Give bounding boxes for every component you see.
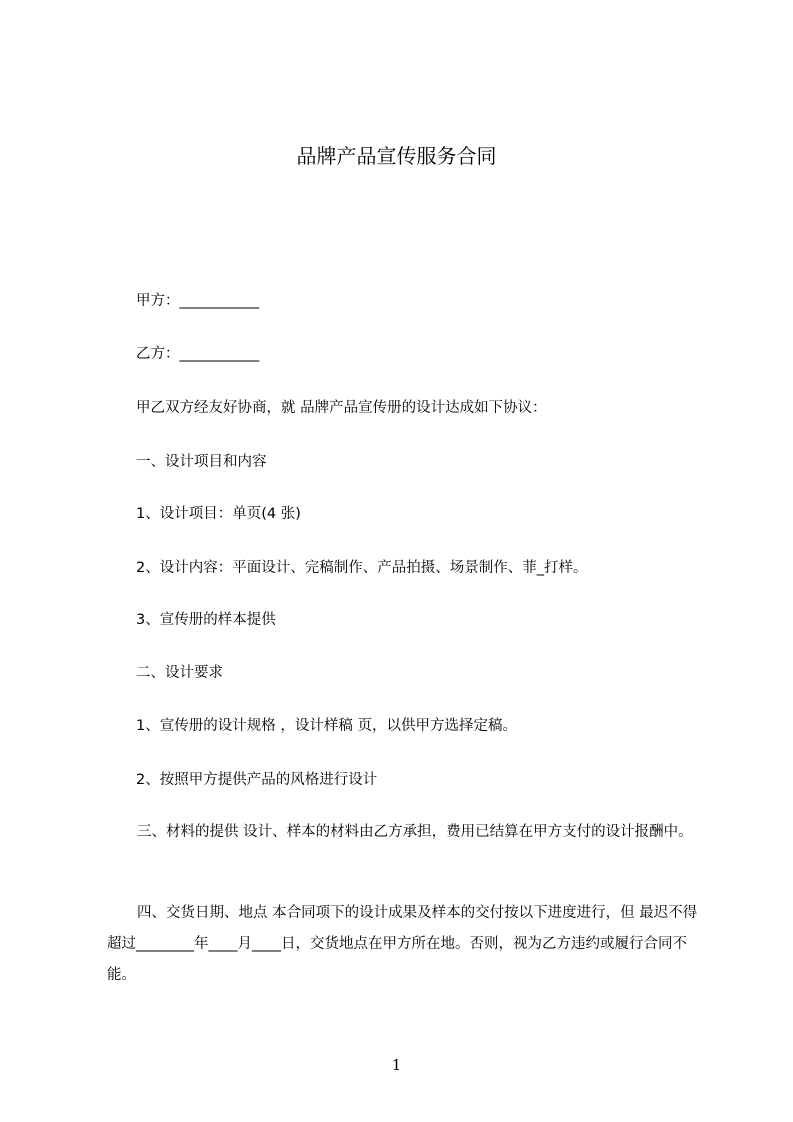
section-3-text: 三、材料的提供 设计、样本的材料由乙方承担，费用已结算在甲方支付的设计报酬中。 xyxy=(137,824,693,840)
item-2-2: 2、按照甲方提供产品的风格进行设计 xyxy=(136,772,378,788)
item-1-3: 3、宣传册的样本提供 xyxy=(136,612,276,628)
section-2-heading: 二、设计要求 xyxy=(136,665,223,681)
party-b-line: 乙方：___________ xyxy=(136,346,260,362)
item-1-1: 1、设计项目：单页(4 张) xyxy=(136,506,301,522)
section-4-text: 四、交货日期、地点 本合同项下的设计成果及样本的交付按以下进度进行，但 最迟不得超过________年____月____日，交货地点在甲方所在地。否则，视为乙方违约或履行合同不能。 xyxy=(107,905,698,983)
section-3-paragraph xyxy=(107,817,703,848)
page-number: 1 xyxy=(391,1056,402,1074)
item-1-2: 2、设计内容：平面设计、完稿制作、产品拍摄、场景制作、菲_打样。 xyxy=(136,560,588,576)
item-2-1: 1、宣传册的设计规格 ，设计样稿 页，以供甲方选择定稿。 xyxy=(136,718,517,734)
party-a-line: 甲方：___________ xyxy=(136,293,260,309)
section-1-heading: 一、设计项目和内容 xyxy=(136,454,267,470)
intro-line: 甲乙双方经友好协商，就 品牌产品宣传册的设计达成如下协议： xyxy=(136,400,547,416)
document-title: 品牌产品宣传服务合同 xyxy=(296,144,497,168)
section-4-paragraph xyxy=(107,898,703,991)
